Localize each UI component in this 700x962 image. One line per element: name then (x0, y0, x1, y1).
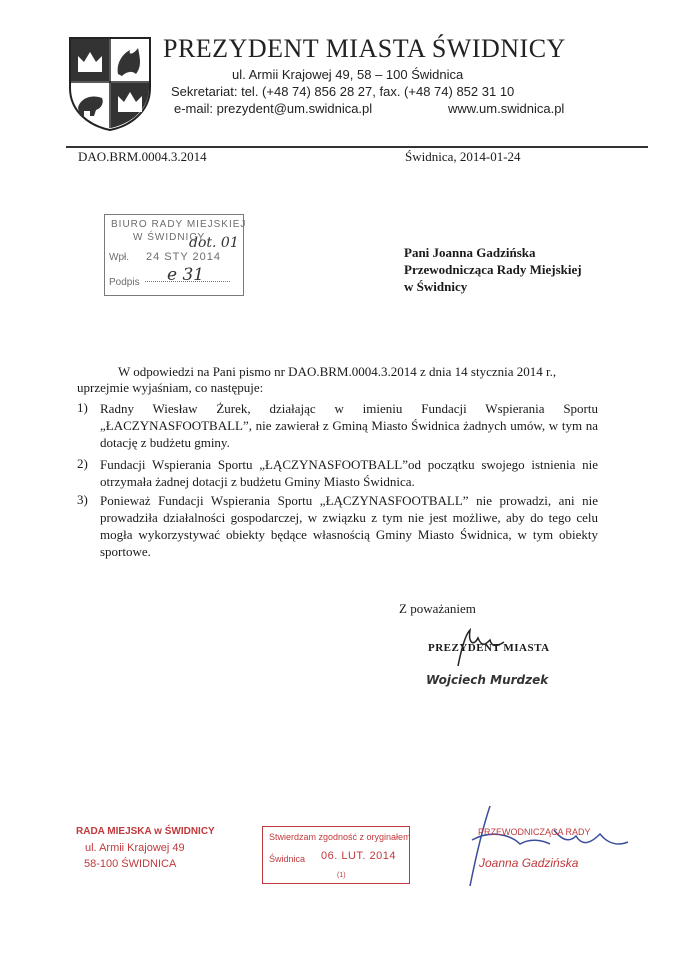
council-stamp-line3: 58-100 ŚWIDNICA (84, 858, 177, 870)
mayor-signature-scribble (452, 626, 512, 670)
letterhead-email: e-mail: prezydent@um.swidnica.pl (174, 101, 373, 116)
stamp-line2: W ŚWIDNICY (133, 232, 206, 243)
place-date: Świdnica, 2014-01-24 (405, 149, 521, 164)
stamp-handwritten-signature: e 31 (167, 265, 205, 285)
letterhead-website: www.um.swidnica.pl (448, 101, 565, 116)
certification-stamp (262, 826, 410, 884)
cert-stamp-text: Stwierdzam zgodność z oryginałem (269, 832, 411, 842)
stamp-received-date: 24 STY 2014 (146, 251, 222, 263)
body-intro-line2: uprzejmie wyjaśniam, co następuje: (77, 380, 264, 395)
recipient-name: Pani Joanna Gadzińska (404, 245, 536, 260)
chair-stamp-title: PRZEWODNICZĄCA RADY (478, 827, 591, 837)
stamp-received-label: Wpł. (109, 252, 129, 263)
list-item-text: Ponieważ Fundacji Wspierania Sportu „ŁĄCZYNASFOOTBALL” nie prowadzi, ani nie prowadziła działalności gospodarczej, w związku z tym nie jest możliwe, aby do tego celu mogła wykorzystywać obiekty będące własnością Gminy Miasto Świdnica, w tym obiekty sportowe. (100, 493, 598, 559)
stamp-signature-label: Podpis (109, 277, 140, 288)
reference-number: DAO.BRM.0004.3.2014 (78, 149, 207, 164)
list-item-number: 2) (77, 456, 88, 471)
list-item-number: 1) (77, 400, 88, 415)
signatory-name: Wojciech Murdzek (426, 673, 549, 687)
coat-of-arms-logo (68, 36, 152, 132)
signatory-title: PREZYDENT MIASTA (428, 642, 550, 654)
recipient-position: Przewodnicząca Rady Miejskiej (404, 262, 582, 277)
list-item-number: 3) (77, 492, 88, 507)
letterhead-contact: Sekretariat: tel. (+48 74) 856 28 27, fax. (+48 74) 852 31 10 (171, 84, 515, 99)
list-item-text: Radny Wiesław Żurek, działając w imieniu Fundacji Wspierania Sportu „ŁACZYNASFOOTBALL”, nie zawierał z Gminą Miasto Świdnica żadnych umów, w tym na dotację z budżetu gminy. (100, 401, 598, 450)
chair-stamp-name: Joanna Gadzińska (479, 856, 579, 870)
list-item-text: Fundacji Wspierania Sportu „ŁĄCZYNASFOOTBALL”od początku swojego istnienia nie otrzymała żadnej dotacji z budżetu Gminy Miasto Świdnica. (100, 457, 598, 489)
council-stamp-line2: ul. Armii Krajowej 49 (85, 842, 185, 854)
letterhead-title: PREZYDENT MIASTA ŚWIDNICY (163, 34, 566, 63)
stamp-line1: BIURO RADY MIEJSKIEJ (111, 219, 247, 230)
letterhead-address: ul. Armii Krajowej 49, 58 – 100 Świdnica (232, 67, 464, 82)
cert-stamp-date: 06. LUT. 2014 (321, 850, 396, 862)
cert-stamp-number: (1) (337, 872, 346, 879)
council-stamp-line1: RADA MIEJSKA w ŚWIDNICY (76, 826, 215, 837)
header-divider (66, 146, 648, 148)
body-intro-line1: W odpowiedzi na Pani pismo nr DAO.BRM.0004.3.2014 z dnia 14 stycznia 2014 r., (118, 364, 557, 379)
stamp-handwritten-number: dot. 01 (189, 235, 239, 251)
registry-stamp (104, 214, 247, 296)
closing-phrase: Z poważaniem (399, 601, 476, 616)
cert-stamp-place: Świdnica (269, 854, 306, 864)
chair-signature-scribble (450, 800, 660, 890)
recipient-location: w Świdnicy (404, 279, 468, 294)
